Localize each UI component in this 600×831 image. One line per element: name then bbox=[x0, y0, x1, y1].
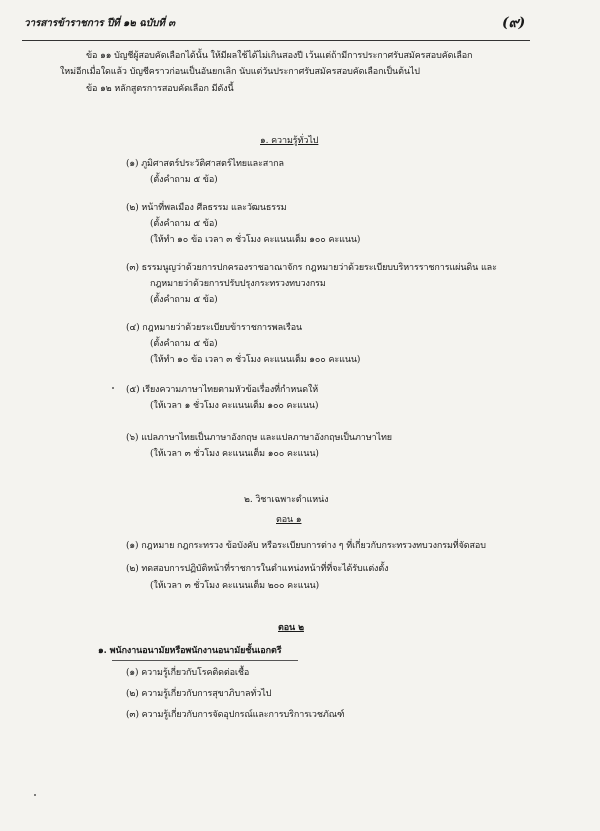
s2-part2-item-2: (๒) ความรู้เกี่ยวกับการสุขาภิบาลทั่วไป bbox=[126, 689, 272, 699]
s1-item-6-note: (ให้เวลา ๓ ชั่วโมง คะแนนเต็ม ๑๐๐ คะแนน) bbox=[150, 449, 319, 459]
s1-item-5-note: (ให้เวลา ๑ ชั่วโมง คะแนนเต็ม ๑๐๐ คะแนน) bbox=[150, 401, 319, 411]
s1-item-3-title2: กฎหมายว่าด้วยการปรับปรุงกระทรวงทบวงกรม bbox=[150, 279, 326, 289]
s1-item-4-note: (ให้ทำ ๑๐ ข้อ เวลา ๓ ชั่วโมง คะแนนเต็ม ๑๐๐ คะแนน) bbox=[150, 355, 361, 365]
s1-item-5-title: (๕) เรียงความภาษาไทยตามหัวข้อเรื่องที่กำหนดให้ bbox=[126, 385, 319, 395]
s2-part1-item-1: (๑) กฎหมาย กฎกระทรวง ข้อบังคับ หรือระเบียบการต่าง ๆ ที่เกี่ยวกับกระทรวงทบวงกรมที่จัดสอบ bbox=[126, 541, 486, 551]
s2-part2-item-3: (๓) ความรู้เกี่ยวกับการจัดอุปกรณ์และการบริการเวชภัณฑ์ bbox=[126, 710, 345, 720]
s1-item-2-note: (ให้ทำ ๑๐ ข้อ เวลา ๓ ชั่วโมง คะแนนเต็ม ๑๐๐ คะแนน) bbox=[150, 235, 361, 245]
scan-speck bbox=[112, 387, 114, 389]
page-number: (๙) bbox=[502, 15, 526, 31]
s1-item-1-sub: (ตั้งคำถาม ๕ ข้อ) bbox=[150, 175, 218, 185]
s1-item-3-title: (๓) ธรรมนูญว่าด้วยการปกครองราชอาณาจักร กฎหมายว่าด้วยระเบียบบริหารราชการแผ่นดิน และ bbox=[126, 263, 497, 273]
part-2-label: ตอน ๒ bbox=[278, 623, 304, 633]
section-2-heading: ๒. วิชาเฉพาะตำแหน่ง bbox=[244, 495, 329, 505]
s1-item-4-title: (๔) กฎหมายว่าด้วยระเบียบข้าราชการพลเรือน bbox=[126, 323, 303, 333]
s1-item-6-title: (๖) แปลภาษาไทยเป็นภาษาอังกฤษ และแปลภาษาอังกฤษเป็นภาษาไทย bbox=[126, 433, 392, 443]
journal-header: วารสารข้าราชการ ปีที่ ๑๒ ฉบับที่ ๓ bbox=[24, 18, 175, 29]
part-2-position: ๑. พนักงานอนามัยหรือพนักงานอนามัยชั้นเอกตรี bbox=[98, 646, 282, 656]
clause-12: ข้อ ๑๒ หลักสูตรการสอบคัดเลือก มีดังนี้ bbox=[86, 84, 234, 94]
part-1-label: ตอน ๑ bbox=[276, 515, 302, 525]
s1-item-3-sub: (ตั้งคำถาม ๕ ข้อ) bbox=[150, 295, 218, 305]
clause-11-line2: ใหม่อีกเมื่อใดแล้ว บัญชีคราวก่อนเป็นอันยกเลิก นับแต่วันประกาศรับสมัครสอบคัดเลือกเป็นต้นไป bbox=[60, 67, 420, 77]
s1-item-2-title: (๒) หน้าที่พลเมือง ศีลธรรม และวัฒนธรรม bbox=[126, 203, 287, 213]
s1-item-1-title: (๑) ภูมิศาสตร์ประวัติศาสตร์ไทยและสากล bbox=[126, 159, 284, 169]
header-rule bbox=[22, 40, 530, 41]
s1-item-4-sub: (ตั้งคำถาม ๕ ข้อ) bbox=[150, 339, 218, 349]
s1-item-2-sub: (ตั้งคำถาม ๕ ข้อ) bbox=[150, 219, 218, 229]
scan-speck bbox=[34, 794, 36, 796]
position-underline bbox=[112, 660, 298, 661]
s2-part1-item-2: (๒) ทดสอบการปฏิบัติหน้าที่ราชการในตำแหน่งหน้าที่ที่จะได้รับแต่งตั้ง bbox=[126, 564, 389, 574]
s2-part2-item-1: (๑) ความรู้เกี่ยวกับโรคติดต่อเชื้อ bbox=[126, 668, 250, 678]
section-1-heading: ๑. ความรู้ทั่วไป bbox=[260, 136, 319, 146]
s2-part1-note: (ให้เวลา ๓ ชั่วโมง คะแนนเต็ม ๒๐๐ คะแนน) bbox=[150, 581, 320, 591]
clause-11-line1: ข้อ ๑๑ บัญชีผู้สอบคัดเลือกได้นั้น ให้มีผลใช้ได้ไม่เกินสองปี เว้นแต่ถ้ามีการประกาศรับสมัครสอบคัดเลือก bbox=[86, 51, 473, 61]
